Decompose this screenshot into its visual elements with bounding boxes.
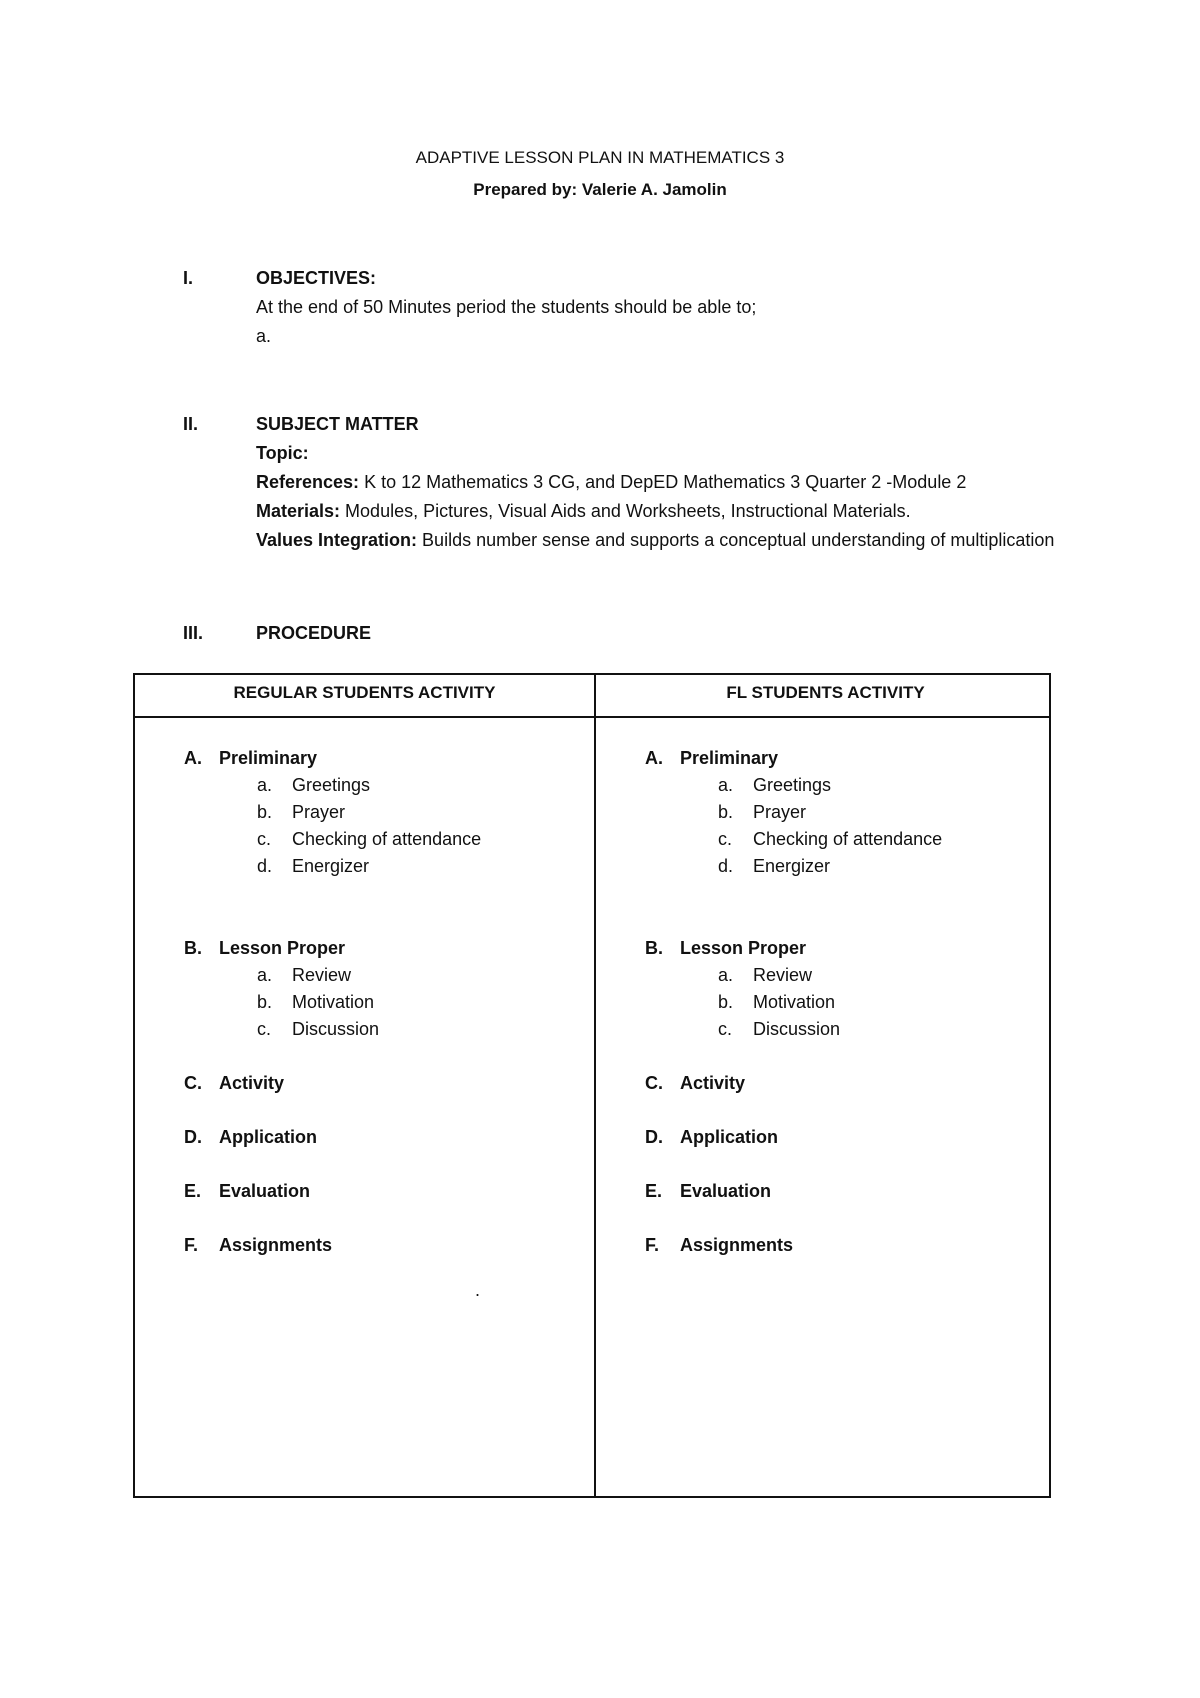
sub-text: Prayer <box>292 802 346 822</box>
sub-letter: a. <box>718 965 734 985</box>
sub-text: Motivation <box>753 992 836 1012</box>
step-letter: E. <box>184 1181 202 1201</box>
sub-letter: a. <box>257 965 273 985</box>
sub-letter: d. <box>718 856 734 876</box>
objectives-heading: OBJECTIVES: <box>256 268 377 288</box>
sub-text: Checking of attendance <box>292 829 482 849</box>
header-rule <box>135 716 1049 718</box>
list-item <box>718 1016 1085 1043</box>
objectives-section <box>183 264 1057 351</box>
sub-text: Greetings <box>753 775 832 795</box>
values-label: Values Integration: <box>256 530 418 550</box>
step-assignments <box>645 1232 1085 1259</box>
stray-mark: . <box>475 1280 481 1300</box>
materials-label: Materials: <box>256 501 341 521</box>
step-letter: A. <box>645 748 663 768</box>
materials-line <box>256 497 1057 526</box>
list-item <box>257 799 624 826</box>
sub-text: Prayer <box>753 802 807 822</box>
section-number: I. <box>183 268 194 288</box>
step-letter: E. <box>645 1181 663 1201</box>
sub-letter: c. <box>257 829 272 849</box>
values-line <box>256 526 1057 555</box>
step-lesson-proper <box>184 935 624 962</box>
step-label: Application <box>680 1127 778 1147</box>
procedure-heading: PROCEDURE <box>256 623 372 643</box>
list-item <box>257 962 624 989</box>
sub-text: Checking of attendance <box>753 829 943 849</box>
materials-text: Modules, Pictures, Visual Aids and Worksheets, Instructional Materials. <box>340 501 911 521</box>
procedure-table <box>133 673 1051 1498</box>
step-preliminary <box>645 745 1085 772</box>
list-item <box>718 772 1085 799</box>
fl-students-header: FL STUDENTS ACTIVITY <box>726 683 925 702</box>
prepared-by: Prepared by: Valerie A. Jamolin <box>473 180 727 199</box>
step-label: Activity <box>219 1073 285 1093</box>
sub-text: Motivation <box>292 992 375 1012</box>
step-label: Activity <box>680 1073 746 1093</box>
section-number: III. <box>183 623 204 643</box>
subject-matter-section <box>183 410 1057 555</box>
sub-letter: b. <box>257 802 273 822</box>
topic-label: Topic: <box>256 443 309 463</box>
step-label: Lesson Proper <box>680 938 807 958</box>
sub-text: Discussion <box>292 1019 380 1039</box>
sub-letter: b. <box>718 802 734 822</box>
step-letter: C. <box>645 1073 663 1093</box>
list-item <box>718 799 1085 826</box>
step-letter: B. <box>645 938 663 958</box>
step-label: Application <box>219 1127 317 1147</box>
references-line <box>256 468 1057 497</box>
sub-letter: c. <box>718 1019 733 1039</box>
list-item <box>718 989 1085 1016</box>
sub-text: Discussion <box>753 1019 841 1039</box>
references-text: K to 12 Mathematics 3 CG, and DepED Mathematics 3 Quarter 2 -Module 2 <box>359 472 967 492</box>
objectives-intro: At the end of 50 Minutes period the students should be able to; <box>256 297 757 317</box>
document-title: ADAPTIVE LESSON PLAN IN MATHEMATICS 3 <box>415 148 785 167</box>
step-letter: F. <box>184 1235 199 1255</box>
step-assignments <box>184 1232 624 1259</box>
regular-students-header: REGULAR STUDENTS ACTIVITY <box>233 683 496 702</box>
list-item <box>718 962 1085 989</box>
step-lesson-proper <box>645 935 1085 962</box>
list-item <box>718 826 1085 853</box>
list-item <box>718 853 1085 880</box>
step-label: Assignments <box>219 1235 333 1255</box>
subject-matter-heading: SUBJECT MATTER <box>256 414 419 434</box>
sub-text: Review <box>753 965 813 985</box>
section-number: II. <box>183 414 199 434</box>
values-text: Builds number sense and supports a conceptual understanding of multiplication <box>417 530 1055 550</box>
step-label: Lesson Proper <box>219 938 346 958</box>
sub-letter: a. <box>257 775 273 795</box>
objective-item-a: a. <box>256 326 272 346</box>
step-activity <box>645 1070 1085 1097</box>
sub-text: Greetings <box>292 775 371 795</box>
sub-text: Energizer <box>753 856 831 876</box>
sub-letter: b. <box>257 992 273 1012</box>
step-application <box>184 1124 624 1151</box>
fl-activity-column <box>645 745 1085 1259</box>
step-letter: C. <box>184 1073 202 1093</box>
sub-letter: a. <box>718 775 734 795</box>
step-label: Preliminary <box>680 748 779 768</box>
procedure-section <box>183 619 1057 648</box>
list-item <box>257 772 624 799</box>
list-item <box>257 989 624 1016</box>
sub-letter: b. <box>718 992 734 1012</box>
references-label: References: <box>256 472 360 492</box>
step-label: Assignments <box>680 1235 794 1255</box>
list-item <box>257 1016 624 1043</box>
step-activity <box>184 1070 624 1097</box>
step-label: Preliminary <box>219 748 318 768</box>
step-letter: A. <box>184 748 202 768</box>
list-item <box>257 853 624 880</box>
step-evaluation <box>645 1178 1085 1205</box>
step-application <box>645 1124 1085 1151</box>
sub-letter: c. <box>257 1019 272 1039</box>
step-label: Evaluation <box>680 1181 772 1201</box>
list-item <box>257 826 624 853</box>
sub-text: Energizer <box>292 856 370 876</box>
regular-activity-column <box>184 745 624 1259</box>
step-evaluation <box>184 1178 624 1205</box>
step-letter: D. <box>184 1127 202 1147</box>
sub-letter: d. <box>257 856 273 876</box>
step-letter: F. <box>645 1235 660 1255</box>
step-label: Evaluation <box>219 1181 311 1201</box>
step-letter: D. <box>645 1127 663 1147</box>
step-letter: B. <box>184 938 202 958</box>
sub-letter: c. <box>718 829 733 849</box>
step-preliminary <box>184 745 624 772</box>
sub-text: Review <box>292 965 352 985</box>
